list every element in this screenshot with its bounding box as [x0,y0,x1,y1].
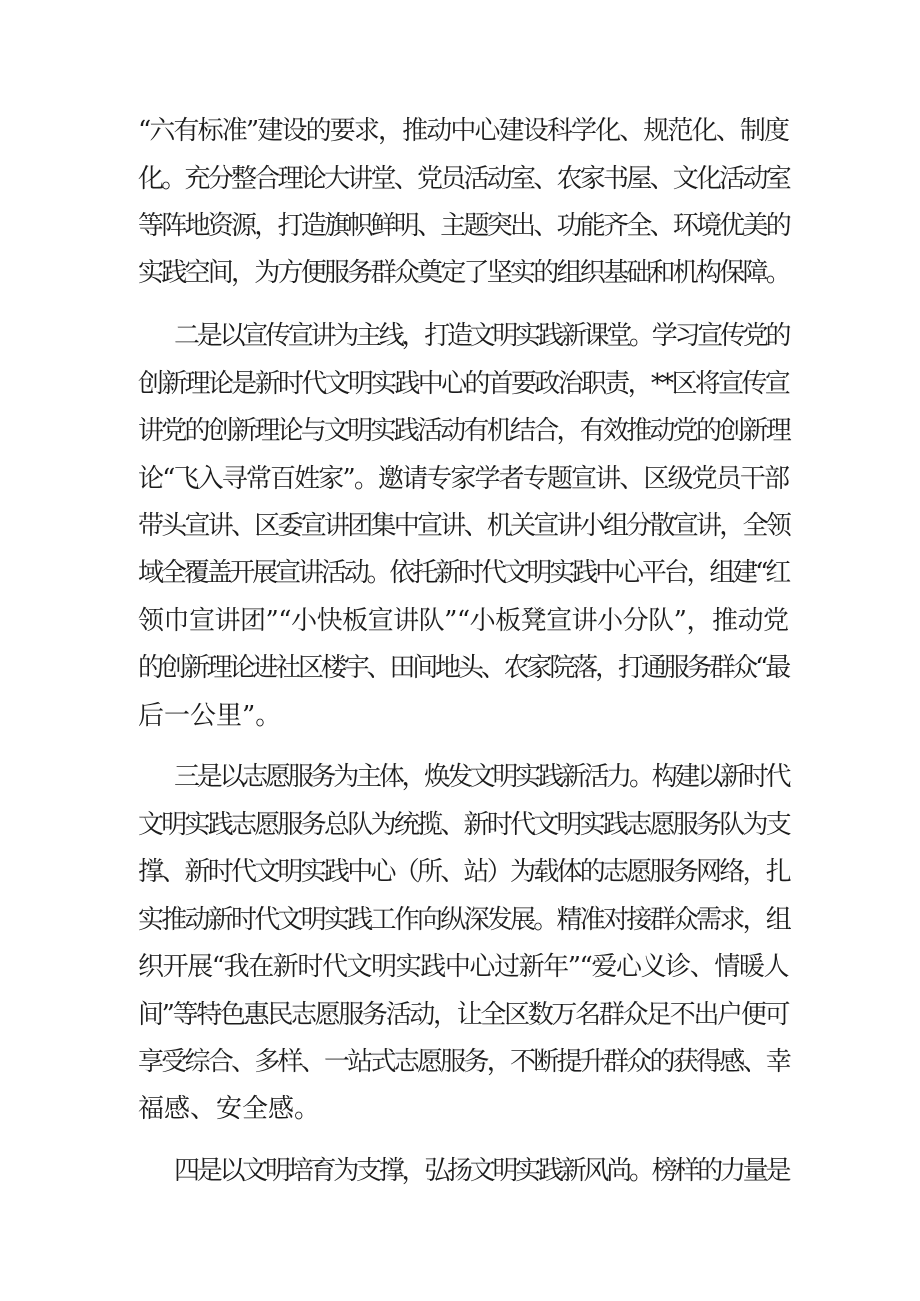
paragraph-line: 领巾宣讲团”“小快板宣讲队”“小板凳宣讲小分队”，推动党 [138,606,789,636]
paragraph-line: 二是以宣传宣讲为主线，打造文明实践新课堂。学习宣传党的 [174,321,789,351]
paragraph-line: 等阵地资源，打造旗帜鲜明、主题突出、功能齐全、环境优美的 [138,211,790,241]
paragraph-line: 间”等特色惠民志愿服务活动，让全区数万名群众足不出户便可 [138,1000,788,1030]
paragraph-line: 创新理论是新时代文明实践中心的首要政治职责，**区将宣传宣 [138,369,788,399]
paragraph-line: 撑、新时代文明实践中心（所、站）为载体的志愿服务网络，扎 [138,857,790,887]
paragraph-line: 的创新理论进社区楼宇、田间地头、农家院落，打通服务群众“最 [138,653,788,683]
paragraph-line: 论“飞入寻常百姓家”。邀请专家学者专题宣讲、区级党员干部 [138,464,788,494]
paragraph-line: 文明实践志愿服务总队为统揽、新时代文明实践志愿服务队为支 [138,810,790,840]
paragraph-line: 四是以文明培育为支撑，弘扬文明实践新风尚。榜样的力量是 [174,1156,789,1186]
paragraph-line: 域全覆盖开展宣讲活动。依托新时代文明实践中心平台，组建“红 [138,558,788,588]
paragraph-line: 福感、安全感。 [138,1094,321,1124]
paragraph-line: 后一公里”。 [138,701,282,731]
paragraph-line: 讲党的创新理论与文明实践活动有机结合，有效推动党的创新理 [138,416,790,446]
paragraph-line: “六有标准”建设的要求，推动中心建设科学化、规范化、制度 [138,116,788,146]
paragraph-line: 带头宣讲、区委宣讲团集中宣讲、机关宣讲小组分散宣讲，全领 [138,511,790,541]
paragraph-line: 织开展“我在新时代文明实践中心过新年”“爱心义诊、情暖人 [138,952,788,982]
paragraph-line: 实推动新时代文明实践工作向纵深发展。精准对接群众需求，组 [138,905,790,935]
paragraph-line: 三是以志愿服务为主体，焕发文明实践新活力。构建以新时代 [174,762,789,792]
paragraph-line: 享受综合、多样、一站式志愿服务，不断提升群众的获得感、幸 [138,1047,790,1077]
paragraph-line: 实践空间，为方便服务群众奠定了坚实的组织基础和机构保障。 [138,258,790,288]
paragraph-line: 化。充分整合理论大讲堂、党员活动室、农家书屋、文化活动室 [138,164,790,194]
